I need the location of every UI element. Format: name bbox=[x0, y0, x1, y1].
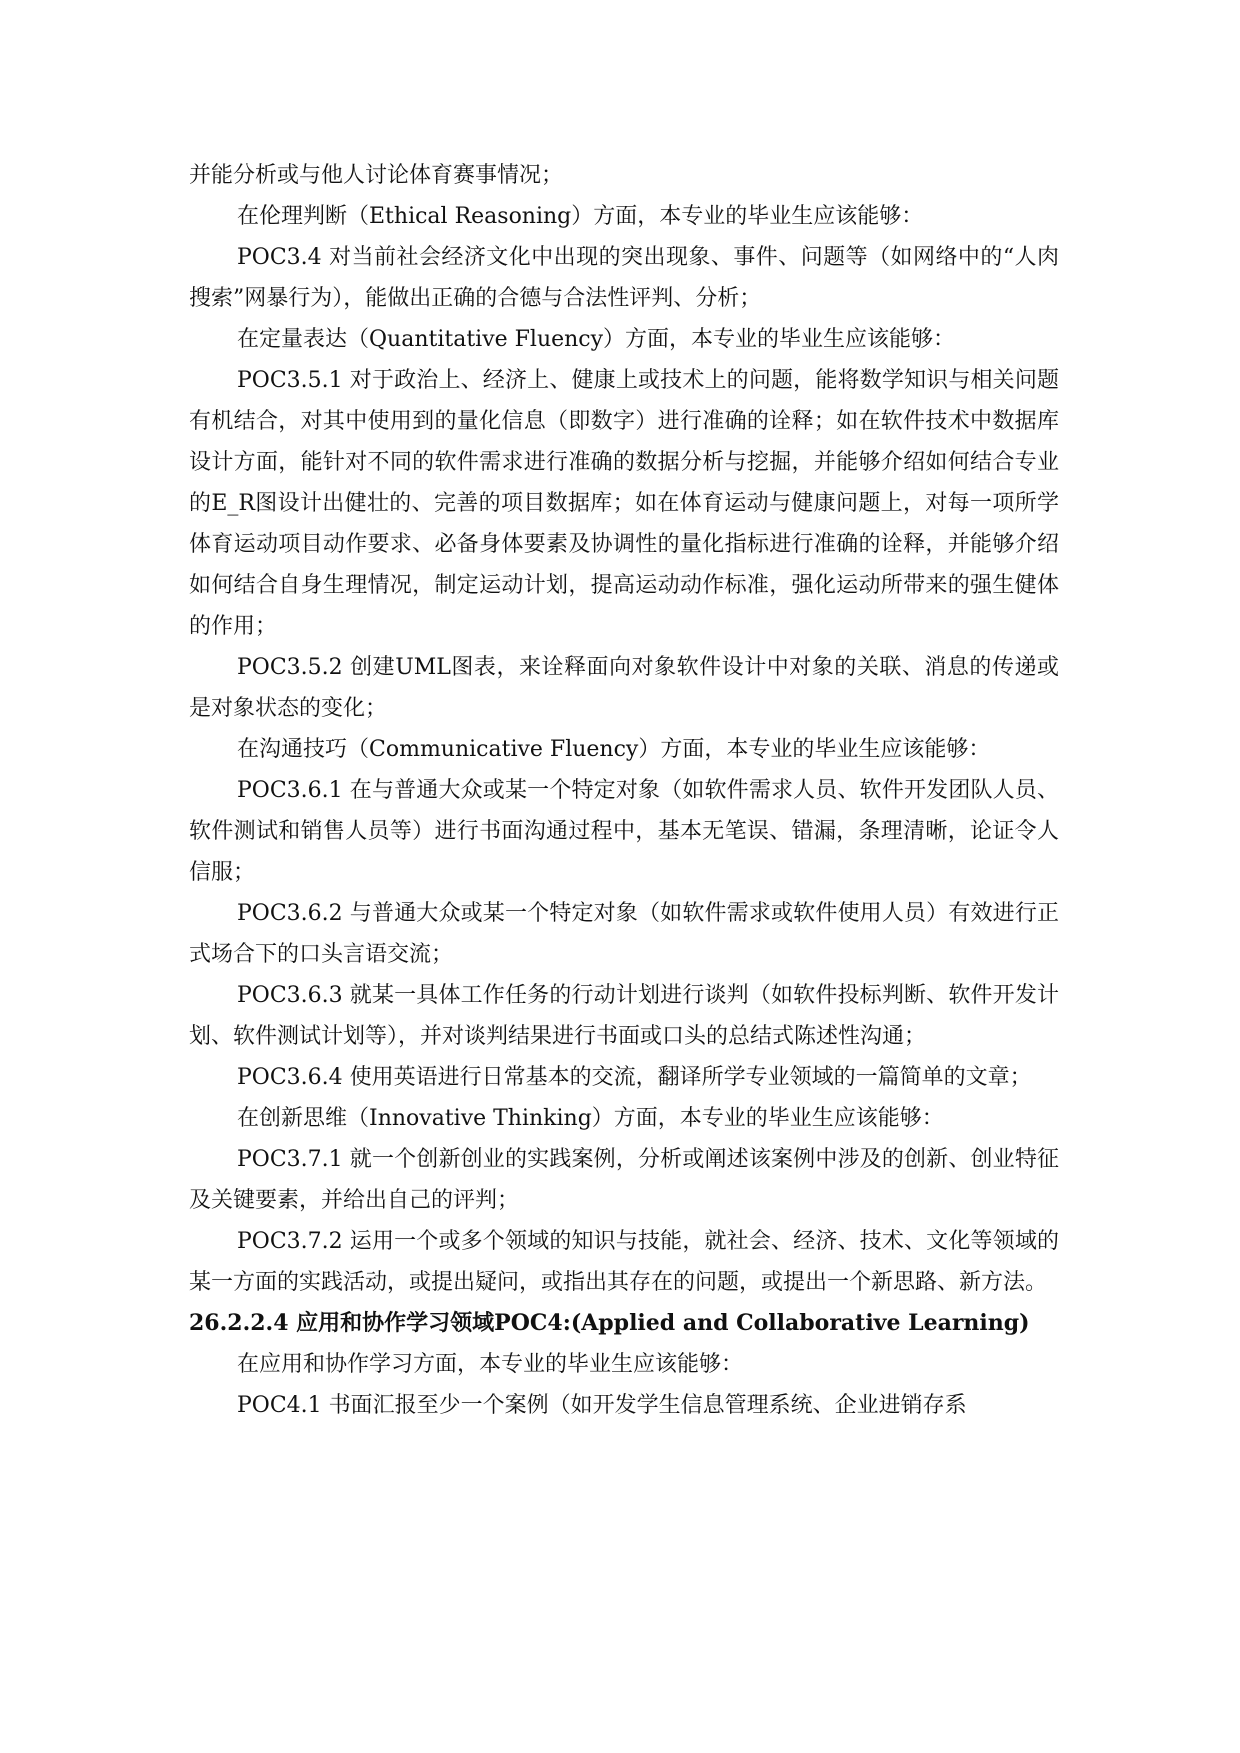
paragraph-poc3-6-2: POC3.6.2 与普通大众或某一个特定对象（如软件需求或软件使用人员）有效进行正式场合下的口头言语交流； bbox=[189, 901, 1059, 967]
paragraph-poc3-7-2: POC3.7.2 运用一个或多个领域的知识与技能，就社会、经济、技术、文化等领域的某一方面的实践活动，或提出疑问，或指出其存在的问题，或提出一个新思路、新方法。 bbox=[189, 1229, 1059, 1295]
paragraph-poc3-4: POC3.4 对当前社会经济文化中出现的突出现象、事件、问题等（如网络中的“人肉搜索”网暴行为），能做出正确的合德与合法性评判、分析； bbox=[189, 245, 1059, 311]
document-body bbox=[189, 155, 1059, 1426]
paragraph-ethical-intro: 在伦理判断（Ethical Reasoning）方面，本专业的毕业生应该能够： bbox=[237, 204, 924, 229]
paragraph-poc3-6-1: POC3.6.1 在与普通大众或某一个特定对象（如软件需求人员、软件开发团队人员、软件测试和销售人员等）进行书面沟通过程中，基本无笔误、错漏，条理清晰，论证令人信服； bbox=[189, 778, 1059, 885]
paragraph-innov-intro: 在创新思维（Innovative Thinking）方面，本专业的毕业生应该能够： bbox=[237, 1106, 944, 1131]
paragraph-comm-intro: 在沟通技巧（Communicative Fluency）方面，本专业的毕业生应该能够： bbox=[237, 737, 991, 762]
paragraph-sports-continued: 并能分析或与他人讨论体育赛事情况； bbox=[189, 163, 564, 188]
paragraph-poc3-5-1: POC3.5.1 对于政治上、经济上、健康上或技术上的问题，能将数学知识与相关问题有机结合，对其中使用到的量化信息（即数字）进行准确的诠释；如在软件技术中数据库设计方面，能针对不同的软件需求进行准确的数据分析与挖掘，并能够介绍如何结合专业的E_R图设计出健壮的、完善的项目数据库；如在体育运动与健康问题上，对每一项所学体育运动项目动作要求、必备身体要素及协调性的量化指标进行准确的诠释，并能够介绍如何结合自身生理情况，制定运动计划，提高运动动作标准，强化运动所带来的强生健体的作用； bbox=[189, 368, 1059, 639]
paragraph-poc3-6-3: POC3.6.3 就某一具体工作任务的行动计划进行谈判（如软件投标判断、软件开发计划、软件测试计划等），并对谈判结果进行书面或口头的总结式陈述性沟通； bbox=[189, 983, 1059, 1049]
paragraph-applied-intro: 在应用和协作学习方面，本专业的毕业生应该能够： bbox=[237, 1352, 744, 1377]
paragraph-poc3-5-2: POC3.5.2 创建UML图表，来诠释面向对象软件设计中对象的关联、消息的传递或是对象状态的变化； bbox=[189, 655, 1059, 721]
section-heading: 26.2.2.4 应用和协作学习领域POC4:(Applied and Collaborative Learning) bbox=[189, 1310, 1030, 1336]
paragraph-poc3-7-1: POC3.7.1 就一个创新创业的实践案例，分析或阐述该案例中涉及的创新、创业特征及关键要素，并给出自己的评判； bbox=[189, 1147, 1059, 1213]
paragraph-poc4-1: POC4.1 书面汇报至少一个案例（如开发学生信息管理系统、企业进销存系 bbox=[237, 1393, 967, 1418]
paragraph-quant-intro: 在定量表达（Quantitative Fluency）方面，本专业的毕业生应该能够： bbox=[237, 327, 956, 352]
paragraph-poc3-6-4: POC3.6.4 使用英语进行日常基本的交流，翻译所学专业领域的一篇简单的文章； bbox=[237, 1065, 1032, 1090]
